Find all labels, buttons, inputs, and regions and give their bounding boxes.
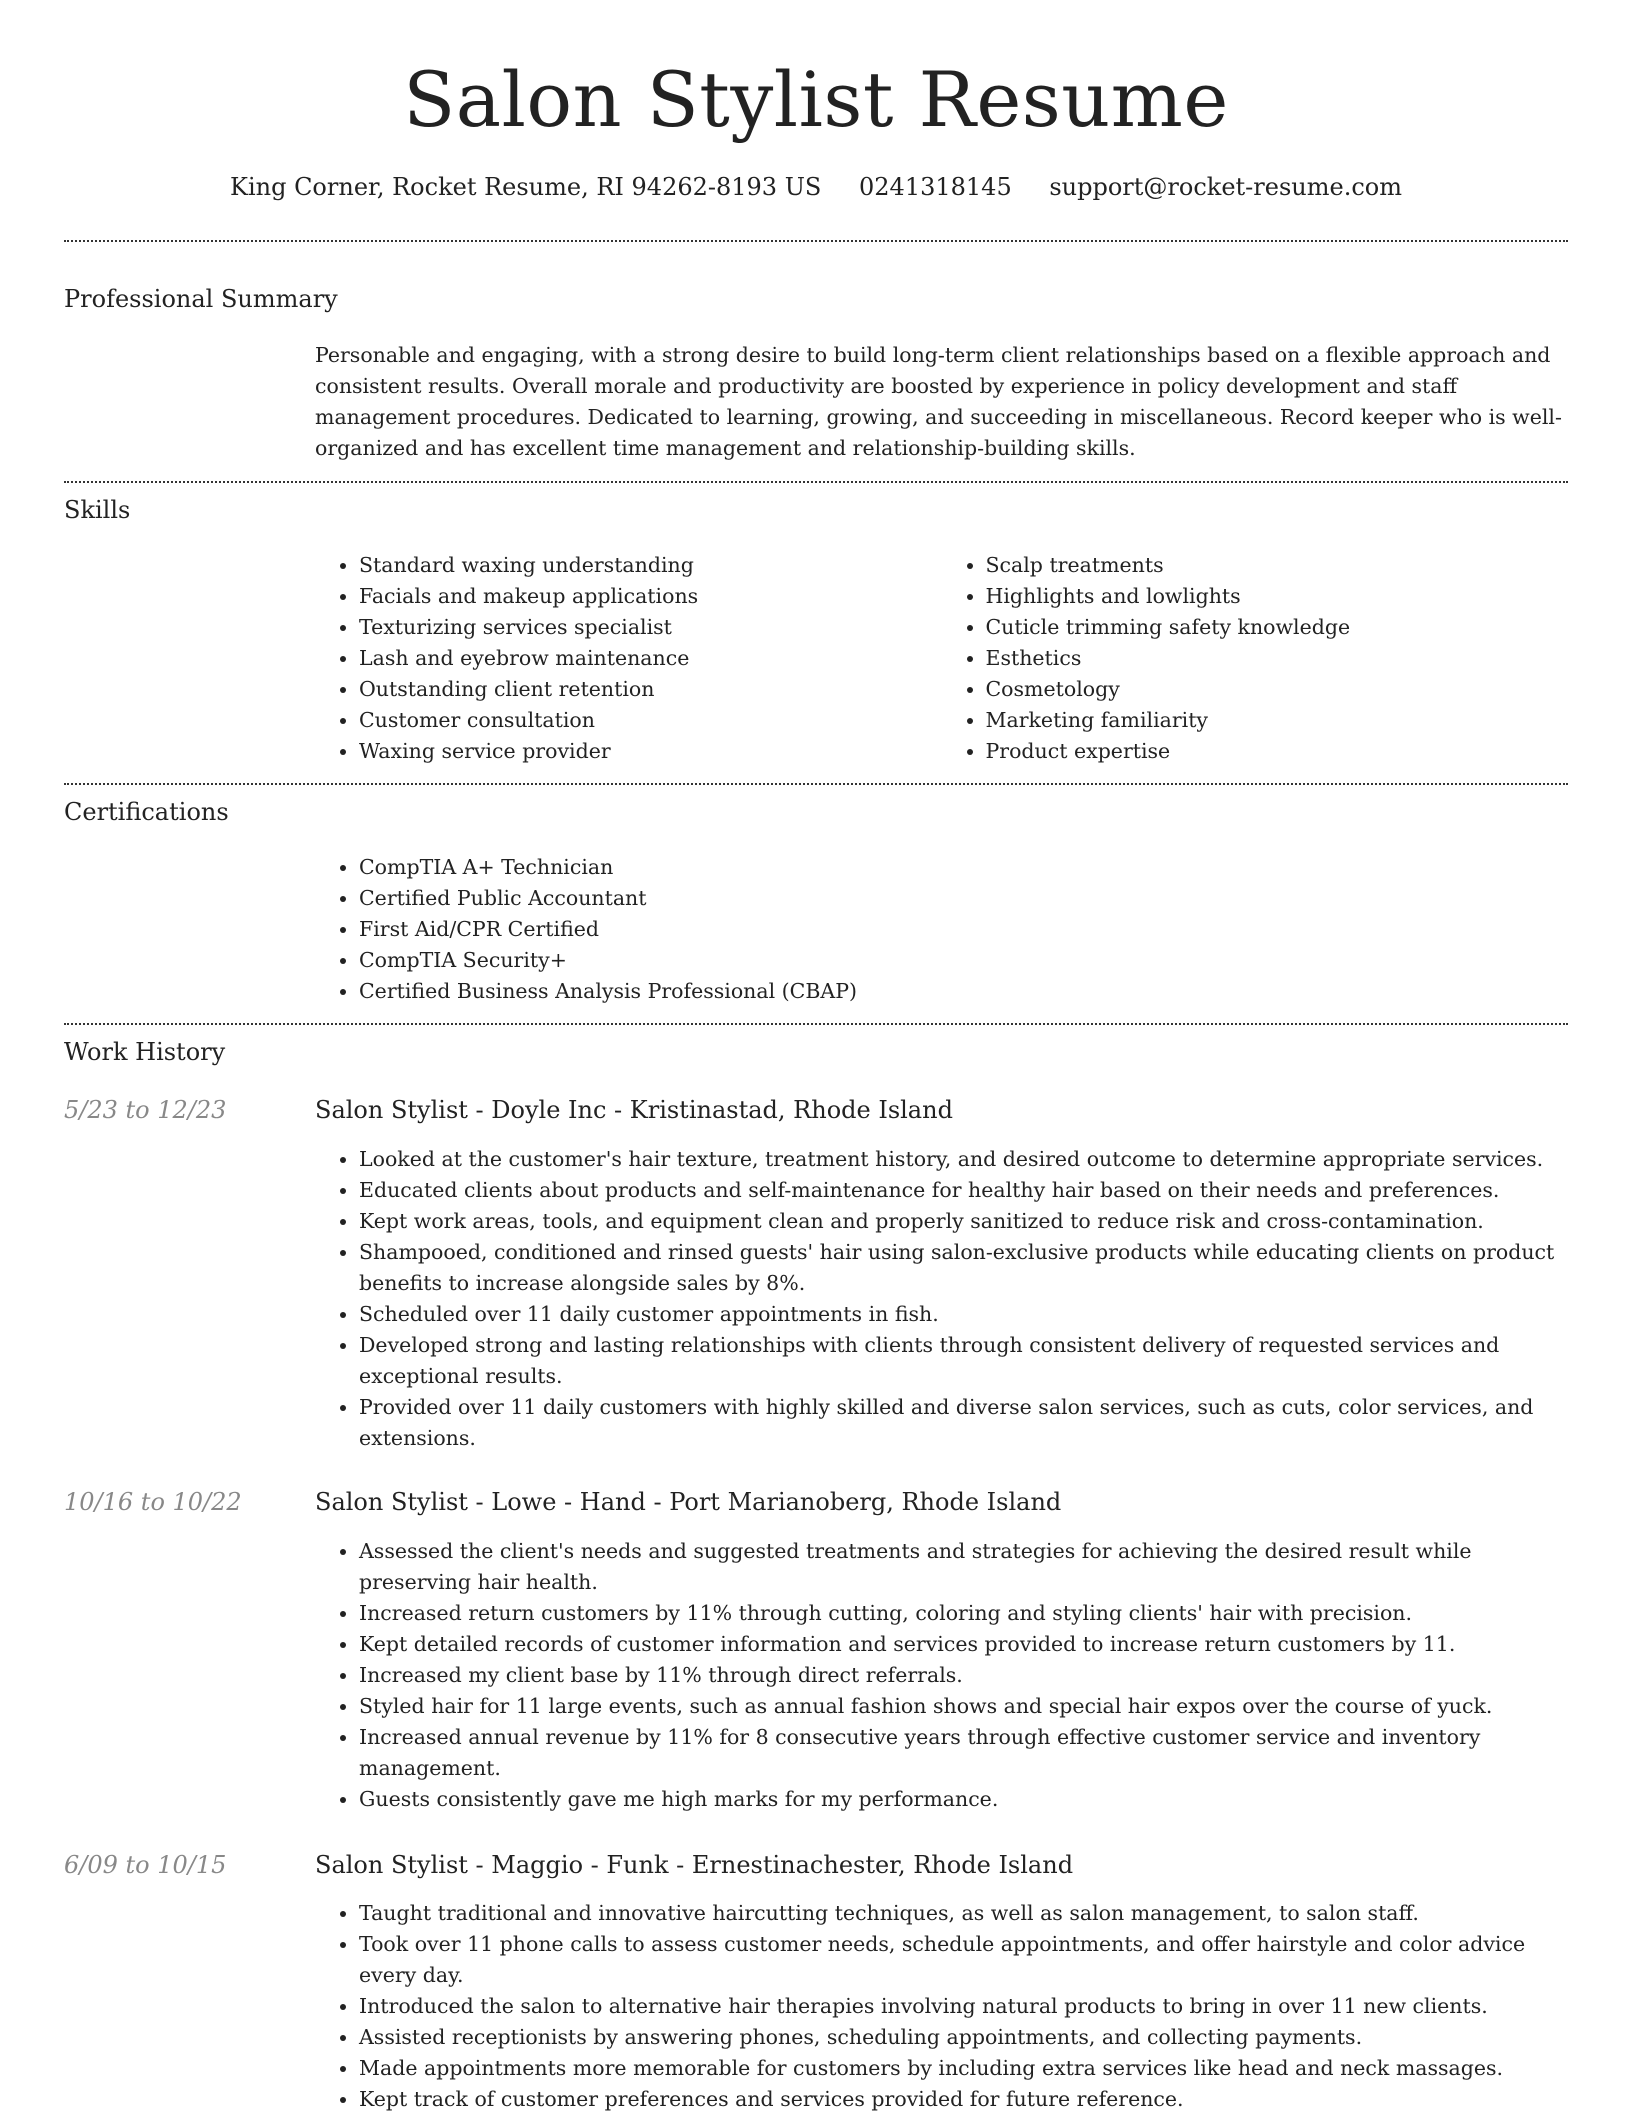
- summary-body: [315, 340, 1568, 464]
- skill-item: • Scalp treatments: [986, 550, 1569, 581]
- job-bullets: [315, 1898, 1568, 2115]
- certifications-items: [315, 852, 1568, 1007]
- job-entry: [64, 1094, 1568, 1126]
- work-heading: Work History: [64, 1038, 226, 1066]
- job-bullet: • Increased my client base by 11% through direct referrals.: [359, 1660, 1568, 1691]
- job-title: Salon Stylist - Lowe - Hand - Port Marianoberg, Rhode Island: [315, 1488, 1062, 1516]
- section-divider: [64, 1023, 1568, 1025]
- skill-item: • Customer consultation: [359, 705, 942, 736]
- job-bullet: • Taught traditional and innovative haircutting techniques, as well as salon management, to salon staff.: [359, 1898, 1568, 1929]
- skills-section: [64, 494, 1568, 526]
- section-divider: [64, 783, 1568, 785]
- certification-item: • First Aid/CPR Certified: [359, 914, 1568, 945]
- job-dates: 10/16 to 10/22: [64, 1488, 242, 1516]
- certifications-list: [315, 852, 1568, 1007]
- certifications-section: [64, 796, 1568, 828]
- section-divider: [64, 481, 1568, 483]
- skills-right-list: [942, 550, 1569, 767]
- contact-address: King Corner, Rocket Resume, RI 94262-8193 US: [230, 173, 822, 201]
- skill-item: • Outstanding client retention: [359, 674, 942, 705]
- skills-list: [315, 550, 1568, 767]
- summary-text: Personable and engaging, with a strong desire to build long-term client relationships based on a flexible approach and consistent results. Overall morale and productivity are boosted by experience in policy development and staff management procedures. Dedicated to learning, growing, and succeeding in miscellaneous. Record keeper who is well-organized and has excellent time management and relationship-building skills.: [315, 343, 1562, 460]
- job-dates: 6/09 to 10/15: [64, 1851, 227, 1879]
- skill-item: • Cuticle trimming safety knowledge: [986, 612, 1569, 643]
- job-bullet-list: [315, 1144, 1568, 1454]
- job-bullet: • Kept detailed records of customer information and services provided to increase return customers by 11.: [359, 1629, 1568, 1660]
- skill-item: • Product expertise: [986, 736, 1569, 767]
- skill-item: • Lash and eyebrow maintenance: [359, 643, 942, 674]
- work-section: [64, 1036, 1568, 1068]
- resume-title: Salon Stylist Resume: [403, 55, 1229, 144]
- contact-phone: 0241318145: [859, 173, 1012, 201]
- job-title: Salon Stylist - Doyle Inc - Kristinastad, Rhode Island: [315, 1096, 953, 1124]
- job-bullet: • Developed strong and lasting relationships with clients through consistent delivery of requested services and exceptional results.: [359, 1330, 1568, 1392]
- job-bullet: • Assisted receptionists by answering phones, scheduling appointments, and collecting payments.: [359, 2022, 1568, 2053]
- job-bullet: • Assessed the client's needs and suggested treatments and strategies for achieving the desired result while preserving hair health.: [359, 1536, 1568, 1598]
- job-bullet: • Made appointments more memorable for customers by including extra services like head and neck massages.: [359, 2053, 1568, 2084]
- job-bullet: • Scheduled over 11 daily customer appointments in fish.: [359, 1299, 1568, 1330]
- summary-block: [64, 283, 1568, 315]
- job-bullet-list: [315, 1536, 1568, 1815]
- skills-left-list: [315, 550, 942, 767]
- certification-item: • CompTIA Security+: [359, 945, 1568, 976]
- job-title: Salon Stylist - Maggio - Funk - Ernestinachester, Rhode Island: [315, 1851, 1074, 1879]
- job-bullet: • Kept work areas, tools, and equipment clean and properly sanitized to reduce risk and cross-contamination.: [359, 1206, 1568, 1237]
- job-bullet: • Provided over 11 daily customers with highly skilled and diverse salon services, such as cuts, color services, and extensions.: [359, 1392, 1568, 1454]
- contact-line: [64, 170, 1568, 204]
- job-entry: [64, 1849, 1568, 1881]
- job-bullet: • Educated clients about products and self-maintenance for healthy hair based on their needs and preferences.: [359, 1175, 1568, 1206]
- skill-item: • Texturizing services specialist: [359, 612, 942, 643]
- contact-email: support@rocket-resume.com: [1049, 173, 1402, 201]
- certifications-heading: Certifications: [64, 798, 229, 826]
- certification-item: • Certified Business Analysis Professional (CBAP): [359, 976, 1568, 1007]
- skills-heading: Skills: [64, 496, 131, 524]
- job-dates: 5/23 to 12/23: [64, 1096, 227, 1124]
- job-bullets: [315, 1144, 1568, 1454]
- certification-item: • CompTIA A+ Technician: [359, 852, 1568, 883]
- job-bullet: • Looked at the customer's hair texture, treatment history, and desired outcome to determine appropriate services.: [359, 1144, 1568, 1175]
- skill-item: • Standard waxing understanding: [359, 550, 942, 581]
- job-bullets: [315, 1536, 1568, 1815]
- skill-item: • Esthetics: [986, 643, 1569, 674]
- job-bullet: • Shampooed, conditioned and rinsed guests' hair using salon-exclusive products while educating clients on product benefits to increase alongside sales by 8%.: [359, 1237, 1568, 1299]
- job-bullet: • Styled hair for 11 large events, such as annual fashion shows and special hair expos over the course of yuck.: [359, 1691, 1568, 1722]
- job-bullet: • Increased return customers by 11% through cutting, coloring and styling clients' hair with precision.: [359, 1598, 1568, 1629]
- skill-item: • Cosmetology: [986, 674, 1569, 705]
- skill-item: • Highlights and lowlights: [986, 581, 1569, 612]
- job-entry: [64, 1486, 1568, 1518]
- job-bullet: • Increased annual revenue by 11% for 8 consecutive years through effective customer service and inventory management.: [359, 1722, 1568, 1784]
- summary-heading: Professional Summary: [64, 285, 338, 313]
- job-bullet: • Took over 11 phone calls to assess customer needs, schedule appointments, and offer hairstyle and color advice every day.: [359, 1929, 1568, 1991]
- skill-item: • Marketing familiarity: [986, 705, 1569, 736]
- job-bullet: • Introduced the salon to alternative hair therapies involving natural products to bring in over 11 new clients.: [359, 1991, 1568, 2022]
- job-bullet-list: [315, 1898, 1568, 2115]
- skill-item: • Waxing service provider: [359, 736, 942, 767]
- job-bullet: • Guests consistently gave me high marks for my performance.: [359, 1784, 1568, 1815]
- job-bullet: • Kept track of customer preferences and services provided for future reference.: [359, 2084, 1568, 2115]
- skill-item: • Facials and makeup applications: [359, 581, 942, 612]
- certification-item: • Certified Public Accountant: [359, 883, 1568, 914]
